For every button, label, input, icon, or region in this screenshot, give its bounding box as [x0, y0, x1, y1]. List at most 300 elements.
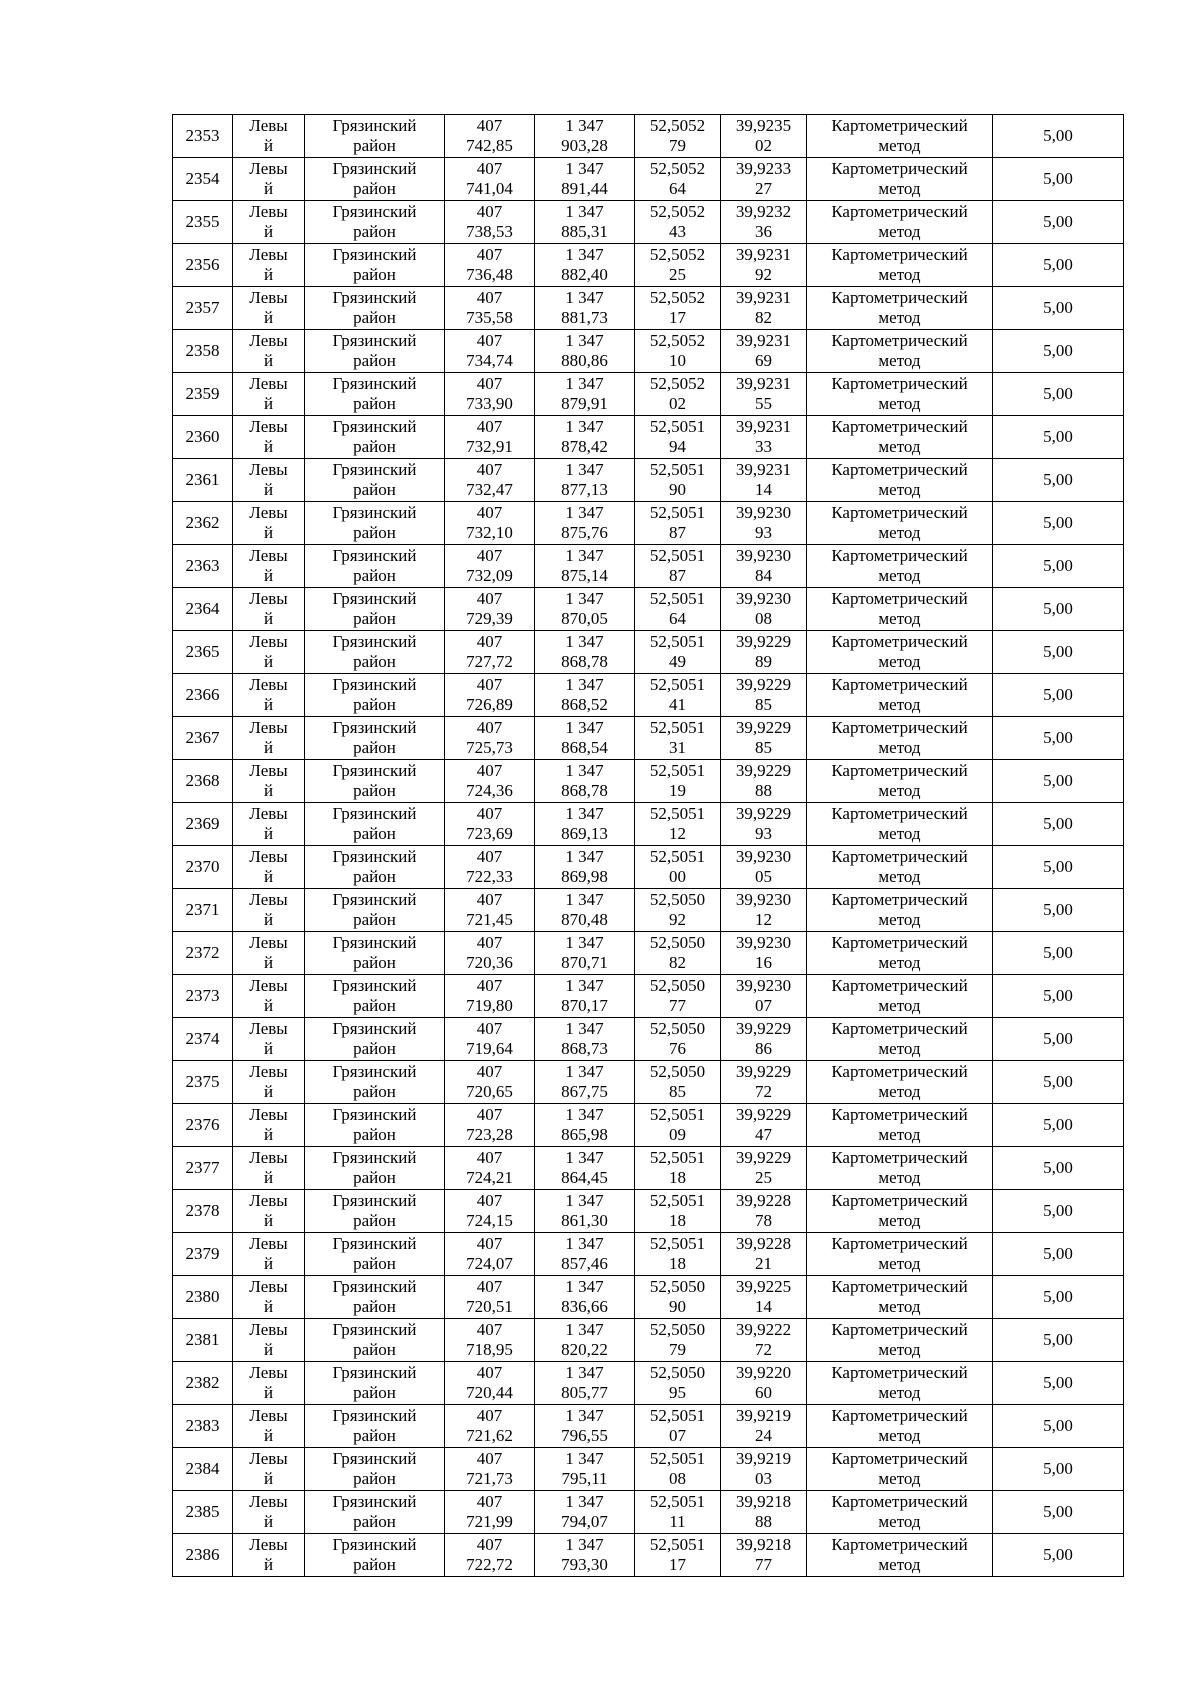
- district-lines: [305, 975, 444, 1017]
- latitude-line-1: 52,5052: [649, 288, 706, 307]
- x-coordinate-lines: [445, 1319, 534, 1361]
- y-coordinate-line-2: 864,45: [561, 1168, 608, 1187]
- table-row: [173, 1362, 1124, 1405]
- district-line-2: район: [353, 1555, 396, 1574]
- bank-side-line-1: Левы: [249, 632, 288, 651]
- latitude-line-2: 17: [669, 308, 686, 327]
- y-coordinate-line-1: 1 347: [565, 417, 604, 436]
- longitude-cell: [721, 846, 807, 889]
- longitude-cell: [721, 502, 807, 545]
- method-line-2: метод: [878, 953, 921, 972]
- latitude-cell: [635, 1276, 721, 1319]
- bank-side-cell: [233, 1147, 305, 1190]
- longitude-line-1: 39,9229: [735, 718, 792, 737]
- y-coordinate-lines: [535, 1276, 634, 1318]
- district-cell: [305, 416, 445, 459]
- latitude-line-2: 95: [669, 1383, 686, 1402]
- x-coordinate-line-2: 724,21: [466, 1168, 513, 1187]
- latitude-line-1: 52,5051: [649, 804, 706, 823]
- latitude-cell: [635, 287, 721, 330]
- point-number-cell: 2368: [173, 760, 233, 803]
- x-coordinate-cell: [445, 1061, 535, 1104]
- method-lines: [807, 502, 992, 544]
- table-row: [173, 1104, 1124, 1147]
- method-line-1: Картометрический: [831, 546, 968, 565]
- latitude-line-1: 52,5052: [649, 159, 706, 178]
- method-line-1: Картометрический: [831, 417, 968, 436]
- district-cell: [305, 1319, 445, 1362]
- bank-side-cell: [233, 932, 305, 975]
- bank-side-line-1: Левы: [249, 460, 288, 479]
- accuracy-cell: 5,00: [993, 201, 1124, 244]
- bank-side-lines: [233, 1018, 304, 1060]
- y-coordinate-line-2: 870,48: [561, 910, 608, 929]
- bank-side-cell: [233, 1319, 305, 1362]
- longitude-cell: [721, 545, 807, 588]
- latitude-line-2: 90: [669, 1297, 686, 1316]
- bank-side-cell: [233, 1405, 305, 1448]
- latitude-line-1: 52,5050: [649, 976, 706, 995]
- point-number-cell: 2361: [173, 459, 233, 502]
- bank-side-lines: [233, 416, 304, 458]
- district-cell: [305, 1190, 445, 1233]
- district-lines: [305, 803, 444, 845]
- y-coordinate-lines: [535, 1018, 634, 1060]
- y-coordinate-lines: [535, 717, 634, 759]
- district-cell: [305, 631, 445, 674]
- bank-side-line-1: Левы: [249, 1062, 288, 1081]
- longitude-cell: [721, 1018, 807, 1061]
- method-cell: [807, 201, 993, 244]
- method-line-2: метод: [878, 179, 921, 198]
- y-coordinate-lines: [535, 1491, 634, 1533]
- y-coordinate-line-2: 794,07: [561, 1512, 608, 1531]
- longitude-line-1: 39,9229: [735, 1105, 792, 1124]
- method-line-1: Картометрический: [831, 116, 968, 135]
- bank-side-lines: [233, 1276, 304, 1318]
- longitude-line-1: 39,9230: [735, 589, 792, 608]
- bank-side-lines: [233, 803, 304, 845]
- district-line-2: район: [353, 609, 396, 628]
- y-coordinate-line-2: 861,30: [561, 1211, 608, 1230]
- bank-side-cell: [233, 115, 305, 158]
- x-coordinate-line-2: 735,58: [466, 308, 513, 327]
- x-coordinate-lines: [445, 631, 534, 673]
- y-coordinate-cell: [535, 674, 635, 717]
- longitude-cell: [721, 1061, 807, 1104]
- district-line-2: район: [353, 1340, 396, 1359]
- district-cell: [305, 588, 445, 631]
- x-coordinate-line-1: 407: [476, 847, 503, 866]
- x-coordinate-line-2: 723,28: [466, 1125, 513, 1144]
- y-coordinate-line-2: 880,86: [561, 351, 608, 370]
- district-line-1: Грязинский: [332, 1363, 417, 1382]
- y-coordinate-lines: [535, 889, 634, 931]
- district-lines: [305, 115, 444, 157]
- bank-side-line-2: й: [263, 609, 274, 628]
- x-coordinate-line-2: 734,74: [466, 351, 513, 370]
- bank-side-cell: [233, 1534, 305, 1577]
- longitude-line-2: 72: [755, 1340, 772, 1359]
- district-cell: [305, 373, 445, 416]
- longitude-line-1: 39,9229: [735, 1019, 792, 1038]
- latitude-cell: [635, 588, 721, 631]
- latitude-line-1: 52,5050: [649, 933, 706, 952]
- longitude-line-2: 16: [755, 953, 772, 972]
- longitude-lines: [721, 889, 806, 931]
- longitude-lines: [721, 1276, 806, 1318]
- table-row: [173, 1190, 1124, 1233]
- latitude-lines: [635, 1448, 720, 1490]
- bank-side-cell: [233, 760, 305, 803]
- x-coordinate-line-1: 407: [476, 460, 503, 479]
- y-coordinate-lines: [535, 1061, 634, 1103]
- district-cell: [305, 889, 445, 932]
- y-coordinate-cell: [535, 287, 635, 330]
- district-line-2: район: [353, 1426, 396, 1445]
- point-number-cell: 2374: [173, 1018, 233, 1061]
- method-line-1: Картометрический: [831, 1535, 968, 1554]
- method-line-2: метод: [878, 996, 921, 1015]
- method-line-2: метод: [878, 265, 921, 284]
- longitude-line-1: 39,9218: [735, 1492, 792, 1511]
- bank-side-line-2: й: [263, 437, 274, 456]
- bank-side-line-1: Левы: [249, 1406, 288, 1425]
- y-coordinate-line-1: 1 347: [565, 632, 604, 651]
- longitude-line-2: 25: [755, 1168, 772, 1187]
- bank-side-cell: [233, 416, 305, 459]
- latitude-lines: [635, 416, 720, 458]
- y-coordinate-line-2: 795,11: [561, 1469, 608, 1488]
- district-line-1: Грязинский: [332, 1320, 417, 1339]
- district-line-2: район: [353, 738, 396, 757]
- method-line-2: метод: [878, 1168, 921, 1187]
- method-cell: [807, 1233, 993, 1276]
- bank-side-line-2: й: [263, 136, 274, 155]
- y-coordinate-line-1: 1 347: [565, 675, 604, 694]
- longitude-cell: [721, 717, 807, 760]
- y-coordinate-lines: [535, 803, 634, 845]
- method-line-2: метод: [878, 1297, 921, 1316]
- latitude-lines: [635, 1233, 720, 1275]
- method-line-1: Картометрический: [831, 933, 968, 952]
- latitude-line-2: 10: [669, 351, 686, 370]
- table-row: [173, 115, 1124, 158]
- latitude-line-2: 64: [669, 179, 686, 198]
- bank-side-line-1: Левы: [249, 976, 288, 995]
- accuracy-cell: 5,00: [993, 1147, 1124, 1190]
- bank-side-lines: [233, 201, 304, 243]
- latitude-line-1: 52,5052: [649, 245, 706, 264]
- latitude-lines: [635, 631, 720, 673]
- y-coordinate-cell: [535, 1276, 635, 1319]
- bank-side-line-1: Левы: [249, 331, 288, 350]
- point-number-cell: 2363: [173, 545, 233, 588]
- longitude-cell: [721, 1276, 807, 1319]
- longitude-line-1: 39,9219: [735, 1406, 792, 1425]
- latitude-line-2: 49: [669, 652, 686, 671]
- y-coordinate-lines: [535, 674, 634, 716]
- longitude-cell: [721, 1319, 807, 1362]
- method-line-2: метод: [878, 824, 921, 843]
- x-coordinate-line-2: 723,69: [466, 824, 513, 843]
- x-coordinate-line-2: 724,15: [466, 1211, 513, 1230]
- district-lines: [305, 373, 444, 415]
- district-line-1: Грязинский: [332, 1191, 417, 1210]
- district-lines: [305, 588, 444, 630]
- longitude-cell: [721, 803, 807, 846]
- bank-side-cell: [233, 1104, 305, 1147]
- bank-side-line-2: й: [263, 1383, 274, 1402]
- accuracy-cell: 5,00: [993, 373, 1124, 416]
- x-coordinate-cell: [445, 674, 535, 717]
- table-row: [173, 158, 1124, 201]
- bank-side-cell: [233, 502, 305, 545]
- bank-side-lines: [233, 373, 304, 415]
- method-cell: [807, 158, 993, 201]
- bank-side-line-2: й: [263, 523, 274, 542]
- accuracy-cell: 5,00: [993, 330, 1124, 373]
- accuracy-cell: 5,00: [993, 846, 1124, 889]
- bank-side-line-2: й: [263, 824, 274, 843]
- x-coordinate-cell: [445, 631, 535, 674]
- bank-side-line-1: Левы: [249, 288, 288, 307]
- x-coordinate-cell: [445, 932, 535, 975]
- x-coordinate-cell: [445, 1534, 535, 1577]
- bank-side-cell: [233, 158, 305, 201]
- longitude-cell: [721, 674, 807, 717]
- x-coordinate-line-2: 741,04: [466, 179, 513, 198]
- y-coordinate-line-1: 1 347: [565, 1449, 604, 1468]
- x-coordinate-line-2: 736,48: [466, 265, 513, 284]
- y-coordinate-cell: [535, 545, 635, 588]
- longitude-cell: [721, 158, 807, 201]
- latitude-line-2: 85: [669, 1082, 686, 1101]
- method-lines: [807, 1233, 992, 1275]
- x-coordinate-lines: [445, 1405, 534, 1447]
- longitude-line-2: 86: [755, 1039, 772, 1058]
- longitude-line-2: 24: [755, 1426, 772, 1445]
- latitude-lines: [635, 803, 720, 845]
- x-coordinate-line-1: 407: [476, 417, 503, 436]
- y-coordinate-line-1: 1 347: [565, 1062, 604, 1081]
- district-line-1: Грязинский: [332, 1277, 417, 1296]
- latitude-lines: [635, 1362, 720, 1404]
- latitude-cell: [635, 1104, 721, 1147]
- latitude-cell: [635, 803, 721, 846]
- x-coordinate-cell: [445, 115, 535, 158]
- latitude-cell: [635, 1233, 721, 1276]
- x-coordinate-lines: [445, 674, 534, 716]
- method-cell: [807, 760, 993, 803]
- method-line-2: метод: [878, 609, 921, 628]
- latitude-line-1: 52,5051: [649, 1148, 706, 1167]
- accuracy-cell: 5,00: [993, 244, 1124, 287]
- latitude-lines: [635, 1491, 720, 1533]
- x-coordinate-line-1: 407: [476, 331, 503, 350]
- method-cell: [807, 932, 993, 975]
- bank-side-lines: [233, 1319, 304, 1361]
- district-lines: [305, 760, 444, 802]
- latitude-line-2: 09: [669, 1125, 686, 1144]
- x-coordinate-lines: [445, 201, 534, 243]
- coordinates-table: [172, 114, 1124, 1577]
- x-coordinate-line-1: 407: [476, 675, 503, 694]
- y-coordinate-line-2: 868,54: [561, 738, 608, 757]
- bank-side-line-2: й: [263, 1039, 274, 1058]
- x-coordinate-lines: [445, 330, 534, 372]
- latitude-cell: [635, 330, 721, 373]
- bank-side-line-1: Левы: [249, 589, 288, 608]
- bank-side-line-2: й: [263, 394, 274, 413]
- y-coordinate-line-2: 869,13: [561, 824, 608, 843]
- x-coordinate-line-2: 725,73: [466, 738, 513, 757]
- latitude-line-2: 07: [669, 1426, 686, 1445]
- y-coordinate-lines: [535, 1362, 634, 1404]
- y-coordinate-line-1: 1 347: [565, 976, 604, 995]
- bank-side-line-2: й: [263, 1082, 274, 1101]
- point-number-cell: 2357: [173, 287, 233, 330]
- bank-side-cell: [233, 459, 305, 502]
- method-lines: [807, 330, 992, 372]
- y-coordinate-lines: [535, 1104, 634, 1146]
- bank-side-line-1: Левы: [249, 1449, 288, 1468]
- district-cell: [305, 115, 445, 158]
- bank-side-line-2: й: [263, 1426, 274, 1445]
- x-coordinate-cell: [445, 846, 535, 889]
- y-coordinate-line-1: 1 347: [565, 1320, 604, 1339]
- method-cell: [807, 1534, 993, 1577]
- method-line-2: метод: [878, 308, 921, 327]
- bank-side-line-1: Левы: [249, 546, 288, 565]
- longitude-cell: [721, 201, 807, 244]
- method-line-2: метод: [878, 222, 921, 241]
- longitude-lines: [721, 588, 806, 630]
- method-lines: [807, 975, 992, 1017]
- district-line-1: Грязинский: [332, 202, 417, 221]
- latitude-line-1: 52,5051: [649, 546, 706, 565]
- latitude-line-1: 52,5051: [649, 417, 706, 436]
- longitude-lines: [721, 717, 806, 759]
- y-coordinate-cell: [535, 932, 635, 975]
- y-coordinate-line-1: 1 347: [565, 288, 604, 307]
- bank-side-line-2: й: [263, 308, 274, 327]
- x-coordinate-cell: [445, 1233, 535, 1276]
- bank-side-line-2: й: [263, 910, 274, 929]
- x-coordinate-line-2: 727,72: [466, 652, 513, 671]
- district-line-2: район: [353, 523, 396, 542]
- district-cell: [305, 1147, 445, 1190]
- x-coordinate-line-2: 721,45: [466, 910, 513, 929]
- method-line-1: Картометрический: [831, 503, 968, 522]
- latitude-lines: [635, 1104, 720, 1146]
- y-coordinate-lines: [535, 1319, 634, 1361]
- longitude-lines: [721, 1362, 806, 1404]
- x-coordinate-line-1: 407: [476, 933, 503, 952]
- x-coordinate-lines: [445, 1104, 534, 1146]
- latitude-cell: [635, 932, 721, 975]
- bank-side-line-1: Левы: [249, 933, 288, 952]
- longitude-lines: [721, 975, 806, 1017]
- longitude-line-1: 39,9229: [735, 675, 792, 694]
- y-coordinate-cell: [535, 1448, 635, 1491]
- longitude-cell: [721, 1362, 807, 1405]
- method-line-1: Картометрический: [831, 1019, 968, 1038]
- point-number-cell: 2371: [173, 889, 233, 932]
- y-coordinate-line-2: 868,73: [561, 1039, 608, 1058]
- bank-side-line-2: й: [263, 480, 274, 499]
- method-lines: [807, 1319, 992, 1361]
- y-coordinate-cell: [535, 115, 635, 158]
- y-coordinate-cell: [535, 330, 635, 373]
- table-row: [173, 588, 1124, 631]
- district-lines: [305, 1491, 444, 1533]
- y-coordinate-lines: [535, 1233, 634, 1275]
- district-lines: [305, 158, 444, 200]
- x-coordinate-line-1: 407: [476, 1062, 503, 1081]
- table-row: [173, 1233, 1124, 1276]
- method-line-2: метод: [878, 523, 921, 542]
- latitude-line-2: 87: [669, 566, 686, 585]
- point-number-cell: 2380: [173, 1276, 233, 1319]
- district-line-2: район: [353, 1297, 396, 1316]
- y-coordinate-cell: [535, 588, 635, 631]
- table-row: [173, 1319, 1124, 1362]
- x-coordinate-cell: [445, 287, 535, 330]
- bank-side-line-2: й: [263, 996, 274, 1015]
- longitude-cell: [721, 1491, 807, 1534]
- bank-side-line-1: Левы: [249, 1277, 288, 1296]
- longitude-lines: [721, 631, 806, 673]
- point-number-cell: 2356: [173, 244, 233, 287]
- bank-side-lines: [233, 1405, 304, 1447]
- method-lines: [807, 1190, 992, 1232]
- longitude-lines: [721, 1061, 806, 1103]
- bank-side-line-2: й: [263, 265, 274, 284]
- bank-side-line-1: Левы: [249, 1535, 288, 1554]
- accuracy-cell: 5,00: [993, 1405, 1124, 1448]
- y-coordinate-cell: [535, 1233, 635, 1276]
- longitude-line-2: 84: [755, 566, 772, 585]
- longitude-line-1: 39,9228: [735, 1191, 792, 1210]
- y-coordinate-line-1: 1 347: [565, 933, 604, 952]
- method-lines: [807, 846, 992, 888]
- method-line-2: метод: [878, 480, 921, 499]
- district-line-1: Грязинский: [332, 804, 417, 823]
- y-coordinate-cell: [535, 1491, 635, 1534]
- bank-side-cell: [233, 1190, 305, 1233]
- district-cell: [305, 803, 445, 846]
- district-cell: [305, 1448, 445, 1491]
- bank-side-line-2: й: [263, 867, 274, 886]
- latitude-lines: [635, 373, 720, 415]
- y-coordinate-lines: [535, 760, 634, 802]
- bank-side-line-1: Левы: [249, 675, 288, 694]
- y-coordinate-line-1: 1 347: [565, 116, 604, 135]
- district-line-2: район: [353, 824, 396, 843]
- x-coordinate-line-1: 407: [476, 503, 503, 522]
- method-line-2: метод: [878, 867, 921, 886]
- method-line-1: Картометрический: [831, 761, 968, 780]
- district-lines: [305, 889, 444, 931]
- x-coordinate-line-2: 742,85: [466, 136, 513, 155]
- table-row: [173, 1147, 1124, 1190]
- longitude-lines: [721, 1448, 806, 1490]
- latitude-line-2: 25: [669, 265, 686, 284]
- y-coordinate-lines: [535, 373, 634, 415]
- accuracy-cell: 5,00: [993, 158, 1124, 201]
- point-number-cell: 2375: [173, 1061, 233, 1104]
